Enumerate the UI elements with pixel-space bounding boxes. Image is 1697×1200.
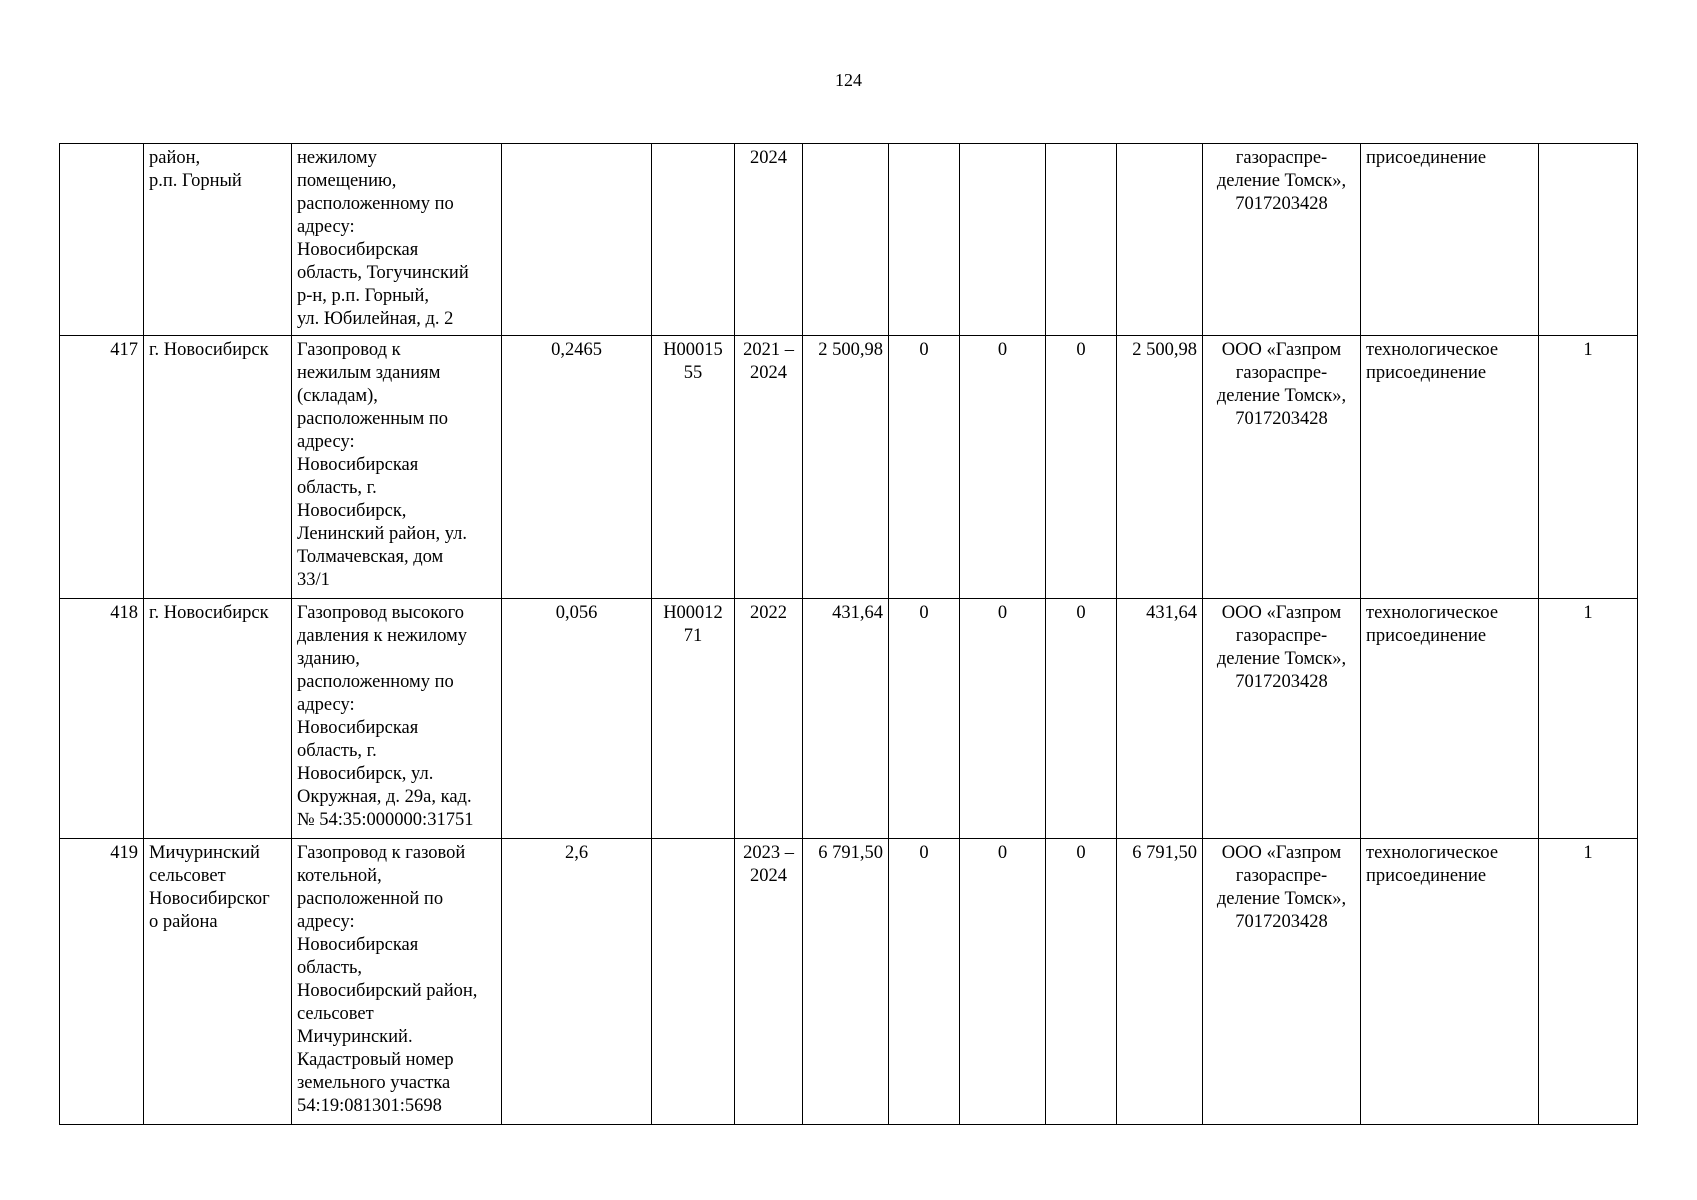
count-cell: 1 [1539,599,1638,839]
value-cell: 0 [960,599,1046,839]
row-number-cell: 418 [60,599,144,839]
length-cell: 0,056 [502,599,652,839]
investment-table [59,143,1638,1125]
count-cell: 1 [1539,336,1638,599]
object-cell: нежилому помещению, расположенному по адресу: Новосибирская область, Тогучинский р-н, р.п. Горный, ул. Юбилейная, д. 2 [292,144,502,336]
code-cell [652,839,735,1125]
table-row [60,839,1638,1125]
length-cell: 2,6 [502,839,652,1125]
location-cell: г. Новосибирск [144,599,292,839]
value-cell: 6 791,50 [1117,839,1203,1125]
row-number-cell: 419 [60,839,144,1125]
value-cell: 0 [889,839,960,1125]
value-cell: 0 [960,839,1046,1125]
total-cell: 431,64 [803,599,889,839]
object-cell: Газопровод к нежилым зданиям (складам), расположенным по адресу: Новосибирская область, г. Новосибирск, Ленинский район, ул. Толмачевская, дом 33/1 [292,336,502,599]
period-cell: 2023 – 2024 [735,839,803,1125]
period-cell: 2021 – 2024 [735,336,803,599]
value-cell: 0 [889,599,960,839]
value-cell [1046,144,1117,336]
code-cell: Н00012 71 [652,599,735,839]
period-cell: 2024 [735,144,803,336]
page-number: 124 [835,70,862,90]
type-cell: технологическое присоединение [1361,336,1539,599]
period-cell: 2022 [735,599,803,839]
value-cell: 0 [960,336,1046,599]
object-cell: Газопровод высокого давления к нежилому зданию, расположенному по адресу: Новосибирская область, г. Новосибирск, ул. Окружная, д. 29а, кад. № 54:35:000000:31751 [292,599,502,839]
object-cell: Газопровод к газовой котельной, расположенной по адресу: Новосибирская область, Новосибирский район, сельсовет Мичуринский. Кадастровый номер земельного участка 54:19:081301:5698 [292,839,502,1125]
organization-cell: ООО «Газпром газораспре- деление Томск», 7017203428 [1203,839,1361,1125]
row-number-cell [60,144,144,336]
value-cell [1117,144,1203,336]
length-cell [502,144,652,336]
type-cell: технологическое присоединение [1361,599,1539,839]
row-number-cell: 417 [60,336,144,599]
value-cell: 0 [1046,599,1117,839]
organization-cell: газораспре- деление Томск», 7017203428 [1203,144,1361,336]
total-cell [803,144,889,336]
table-row [60,599,1638,839]
total-cell: 6 791,50 [803,839,889,1125]
location-cell: Мичуринский сельсовет Новосибирског о района [144,839,292,1125]
count-cell: 1 [1539,839,1638,1125]
value-cell [960,144,1046,336]
table-row [60,144,1638,336]
type-cell: присоединение [1361,144,1539,336]
value-cell: 0 [1046,336,1117,599]
value-cell: 431,64 [1117,599,1203,839]
organization-cell: ООО «Газпром газораспре- деление Томск», 7017203428 [1203,336,1361,599]
value-cell: 0 [889,336,960,599]
type-cell: технологическое присоединение [1361,839,1539,1125]
count-cell [1539,144,1638,336]
location-cell: район, р.п. Горный [144,144,292,336]
value-cell [889,144,960,336]
location-cell: г. Новосибирск [144,336,292,599]
code-cell: Н00015 55 [652,336,735,599]
value-cell: 2 500,98 [1117,336,1203,599]
organization-cell: ООО «Газпром газораспре- деление Томск», 7017203428 [1203,599,1361,839]
value-cell: 0 [1046,839,1117,1125]
code-cell [652,144,735,336]
total-cell: 2 500,98 [803,336,889,599]
table-row [60,336,1638,599]
length-cell: 0,2465 [502,336,652,599]
